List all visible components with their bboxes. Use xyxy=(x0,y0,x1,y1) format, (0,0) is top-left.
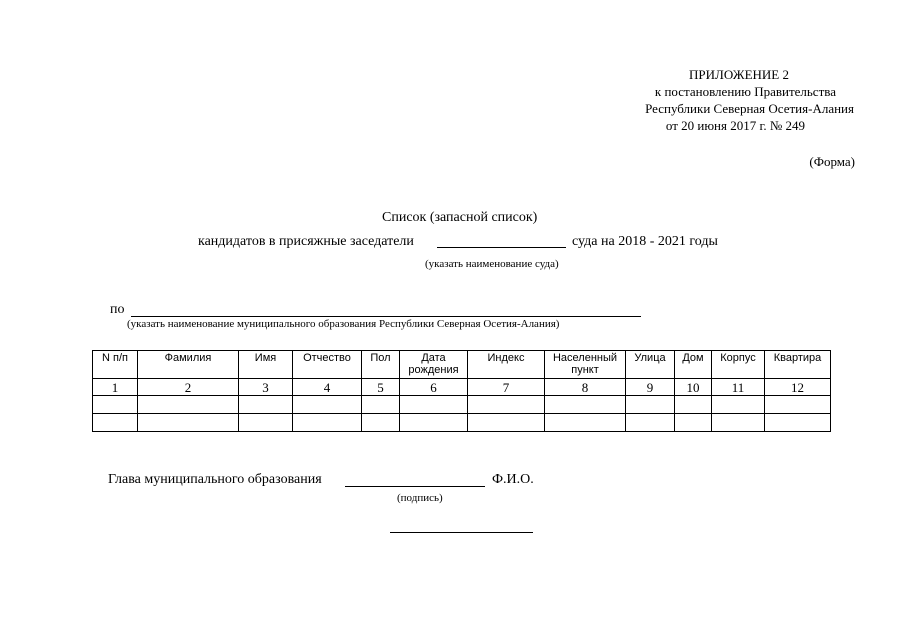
header-house: Дом xyxy=(675,351,712,379)
header-building: Корпус xyxy=(712,351,765,379)
table-header-row xyxy=(93,351,831,379)
table-cell xyxy=(239,396,293,414)
table-cell xyxy=(712,396,765,414)
table-number-row xyxy=(93,379,831,396)
court-note: (указать наименование суда) xyxy=(425,258,559,270)
table-cell: 9 xyxy=(626,379,675,396)
candidates-line-prefix: кандидатов в присяжные заседатели xyxy=(198,234,414,249)
table-cell: 4 xyxy=(293,379,362,396)
appendix-decree: к постановлению Правительства xyxy=(654,84,836,99)
header-surname: Фамилия xyxy=(138,351,239,379)
table-cell xyxy=(765,396,831,414)
municipality-note: (указать наименование муниципального образования Республики Северная Осетия-Алания) xyxy=(127,318,560,330)
header-street: Улица xyxy=(626,351,675,379)
table-cell xyxy=(675,396,712,414)
table-cell xyxy=(400,396,468,414)
header-name: Имя xyxy=(239,351,293,379)
municipality-prefix: по xyxy=(110,302,125,317)
municipality-line xyxy=(131,316,641,317)
table-cell xyxy=(468,396,545,414)
bottom-divider-line xyxy=(390,532,533,533)
table-cell: 2 xyxy=(138,379,239,396)
table-cell: 12 xyxy=(765,379,831,396)
table-cell xyxy=(362,396,400,414)
table-cell: 1 xyxy=(93,379,138,396)
appendix-date: от 20 июня 2017 г. № 249 xyxy=(665,118,805,133)
table-row xyxy=(93,414,831,432)
table-cell xyxy=(765,414,831,432)
signature-fio: Ф.И.О. xyxy=(492,472,534,487)
table-cell xyxy=(712,414,765,432)
table-cell xyxy=(468,414,545,432)
court-name-line xyxy=(437,247,566,248)
signature-note: (подпись) xyxy=(397,492,443,504)
table-cell: 11 xyxy=(712,379,765,396)
table-cell: 6 xyxy=(400,379,468,396)
appendix-republic: Республики Северная Осетия-Алания xyxy=(645,101,854,116)
table-cell xyxy=(138,414,239,432)
table-cell: 10 xyxy=(675,379,712,396)
header-sex: Пол xyxy=(362,351,400,379)
header-locality: Населенный пункт xyxy=(545,351,626,379)
table-cell: 7 xyxy=(468,379,545,396)
header-apartment: Квартира xyxy=(765,351,831,379)
appendix-title: ПРИЛОЖЕНИЕ 2 xyxy=(689,67,789,82)
form-label: (Форма) xyxy=(809,154,855,169)
table-cell xyxy=(362,414,400,432)
candidates-line-suffix: суда на 2018 - 2021 годы xyxy=(572,234,718,249)
table-cell xyxy=(293,414,362,432)
header-number: N п/п xyxy=(93,351,138,379)
header-birthdate: Дата рождения xyxy=(400,351,468,379)
table-cell: 8 xyxy=(545,379,626,396)
table-cell xyxy=(626,396,675,414)
table-cell xyxy=(400,414,468,432)
table-cell: 3 xyxy=(239,379,293,396)
table-cell xyxy=(545,414,626,432)
list-title: Список (запасной список) xyxy=(382,210,538,225)
table-cell xyxy=(138,396,239,414)
table-row xyxy=(93,396,831,414)
table-cell xyxy=(239,414,293,432)
table-cell xyxy=(675,414,712,432)
table-cell xyxy=(93,396,138,414)
candidates-table xyxy=(92,350,831,432)
table-cell xyxy=(293,396,362,414)
table-cell: 5 xyxy=(362,379,400,396)
table-cell xyxy=(93,414,138,432)
signature-line xyxy=(345,486,485,487)
table-cell xyxy=(626,414,675,432)
signature-label: Глава муниципального образования xyxy=(108,472,322,487)
header-patronymic: Отчество xyxy=(293,351,362,379)
header-index: Индекс xyxy=(468,351,545,379)
table-cell xyxy=(545,396,626,414)
